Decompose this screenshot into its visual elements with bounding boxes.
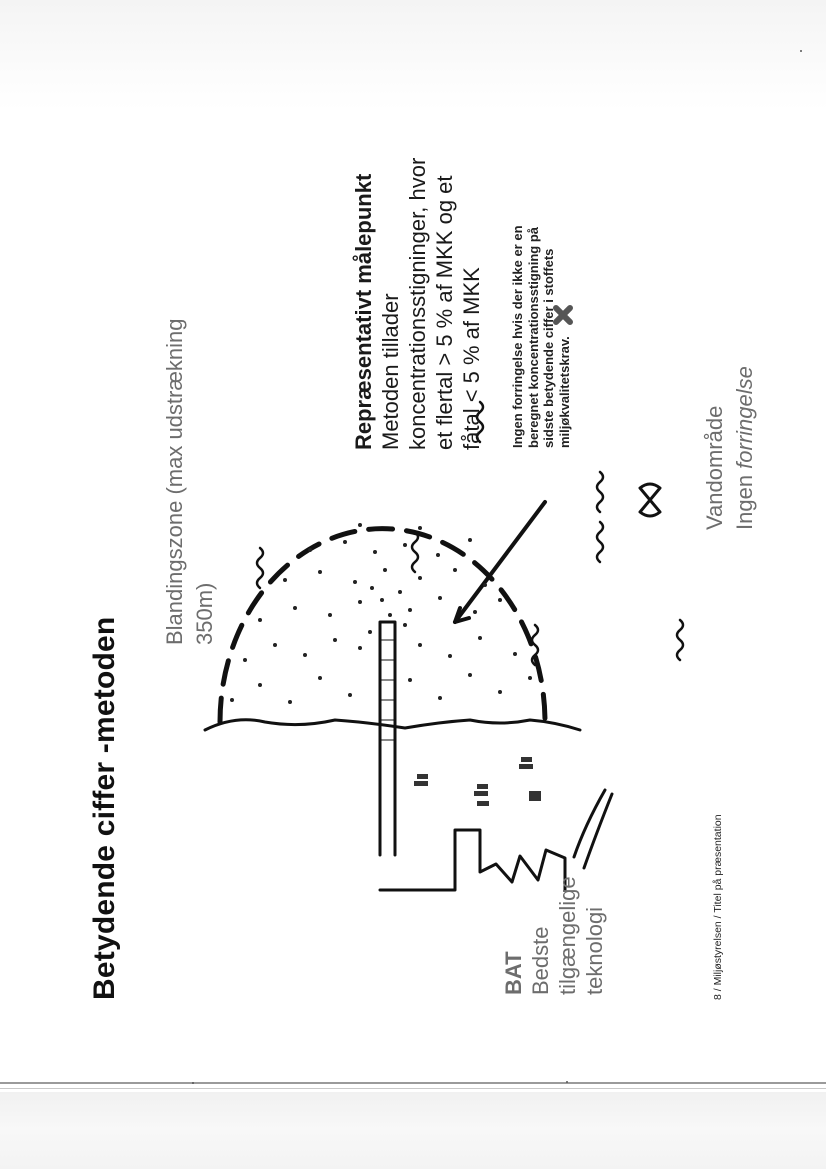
scan-mark — [192, 1082, 194, 1084]
no-deterioration-note — [510, 225, 572, 448]
representative-point-line: Metoden tillader — [378, 293, 403, 450]
water-area-title: Vandområde — [702, 405, 727, 530]
bow-marker — [640, 484, 660, 516]
scan-fold-line — [0, 1088, 826, 1089]
representative-point-line: koncentrationsstigninger, hvor — [405, 157, 430, 450]
slide-footer: 8 / Miljøstyrelsen / Titel på præsentation — [712, 814, 724, 1000]
note-line: miljøkvalitetskrav. — [556, 336, 572, 448]
bat-line: teknologi — [582, 906, 607, 995]
water-area-prefix: Ingen — [732, 468, 757, 530]
water-area-label — [700, 366, 760, 530]
land-markers — [415, 758, 540, 805]
mixing-zone-line: 350m) — [192, 582, 217, 645]
scan-bottom-shading — [0, 1092, 826, 1169]
wave-squiggle — [677, 620, 683, 660]
slide-title: Betydende ciffer -metoden — [88, 616, 121, 1000]
note-line: sidste betydende ciffer i stoffets — [541, 248, 556, 448]
coast-line — [205, 720, 580, 730]
representative-point-line: fåtal < 5 % af MKK — [459, 267, 484, 450]
wave-squiggle — [597, 522, 603, 562]
wave-squiggle — [412, 532, 418, 572]
note-line: Ingen forringelse hvis der ikke er en — [510, 225, 525, 448]
scan-mark — [800, 50, 802, 52]
scan-mark — [566, 1081, 568, 1083]
bat-abbreviation: BAT — [501, 951, 526, 995]
note-line: beregnet koncentrationsstigning på — [525, 226, 541, 448]
mixing-zone-label — [160, 318, 220, 645]
bat-line: tilgængelige — [555, 876, 580, 995]
scan-fold-line — [0, 1082, 826, 1084]
mixing-zone-boundary — [220, 529, 545, 722]
bat-line: Bedste — [528, 926, 553, 995]
water-area-status — [730, 366, 760, 530]
mixing-zone-line: Blandingszone (max udstrækning — [162, 318, 187, 645]
bat-label — [500, 876, 608, 995]
wave-squiggle — [257, 548, 263, 588]
water-area-italic: forringelse — [732, 366, 757, 469]
representative-point-label — [350, 158, 485, 450]
discharge-pipe — [380, 622, 395, 855]
representative-point-line: et flertal > 5 % af MKK og et — [432, 175, 457, 450]
wave-squiggle — [597, 472, 603, 512]
representative-point-heading: Repræsentativt målepunkt — [351, 173, 376, 450]
arrow-to-zone — [455, 502, 545, 622]
rotated-slide — [60, 20, 780, 1040]
